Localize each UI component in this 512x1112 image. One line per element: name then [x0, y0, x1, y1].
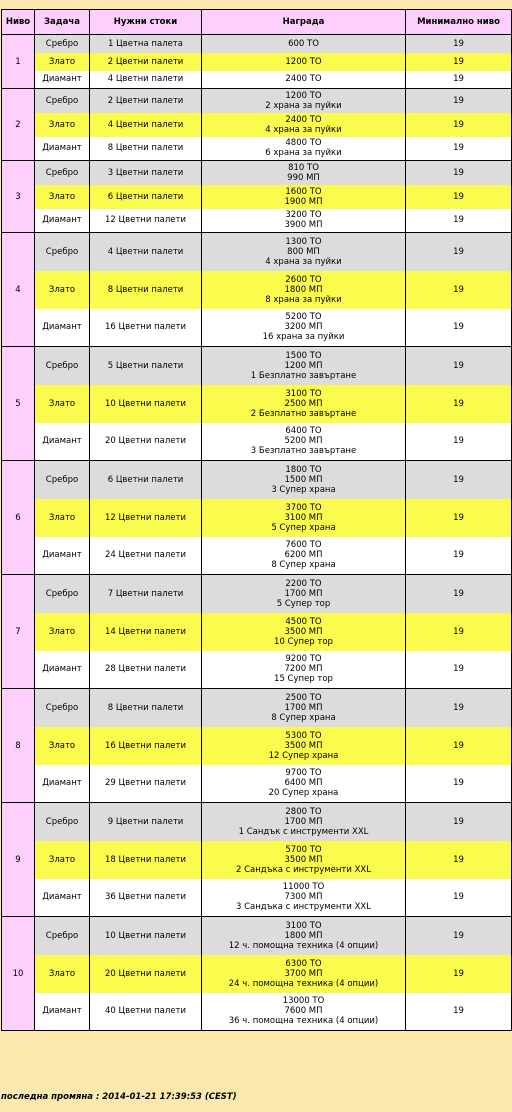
- reward-line: 1800 МП: [284, 930, 323, 941]
- min-level-cell: 19: [406, 765, 512, 803]
- min-level-cell: 19: [406, 71, 512, 89]
- quest-row: [2, 461, 512, 499]
- min-level-cell: 19: [406, 423, 512, 461]
- min-level-cell: 19: [406, 689, 512, 727]
- quest-row: [2, 993, 512, 1031]
- quest-row: [2, 271, 512, 309]
- min-level-cell: 19: [406, 651, 512, 689]
- reward-cell: [202, 917, 406, 955]
- reward-line: 990 МП: [287, 172, 320, 183]
- level-cell: 8: [2, 689, 35, 803]
- reward-line: 2500 МП: [284, 398, 323, 409]
- reward-line: 5300 ТО: [285, 730, 322, 741]
- goods-cell: 28 Цветни палети: [90, 651, 202, 689]
- reward-line: 5 Супер храна: [271, 522, 336, 533]
- reward-line: 3200 МП: [284, 322, 323, 333]
- reward-line: 24 ч. помощна техника (4 опции): [228, 978, 379, 989]
- reward-cell: [202, 689, 406, 727]
- goods-cell: 6 Цветни палети: [90, 185, 202, 209]
- goods-cell: 14 Цветни палети: [90, 613, 202, 651]
- reward-cell: [202, 89, 406, 113]
- reward-cell: [202, 137, 406, 161]
- min-level-cell: 19: [406, 233, 512, 271]
- reward-line: 1200 МП: [284, 360, 323, 371]
- task-cell: Сребро: [35, 35, 90, 53]
- task-cell: Сребро: [35, 803, 90, 841]
- reward-line: 1300 ТО: [285, 236, 322, 247]
- goods-cell: 12 Цветни палети: [90, 499, 202, 537]
- reward-cell: [202, 613, 406, 651]
- reward-line: 800 МП: [287, 246, 320, 257]
- goods-cell: 16 Цветни палети: [90, 309, 202, 347]
- reward-line: 10 Супер тор: [274, 636, 333, 647]
- reward-line: 7600 МП: [284, 1006, 323, 1017]
- task-cell: Сребро: [35, 575, 90, 613]
- goods-cell: 20 Цветни палети: [90, 955, 202, 993]
- reward-line: 1600 ТО: [285, 186, 322, 197]
- quest-row: [2, 185, 512, 209]
- reward-line: 3900 МП: [284, 220, 323, 231]
- task-cell: Злато: [35, 113, 90, 137]
- task-cell: Сребро: [35, 689, 90, 727]
- level-cell: 5: [2, 347, 35, 461]
- quest-row: [2, 35, 512, 53]
- reward-line: 2400 ТО: [285, 74, 322, 85]
- reward-line: 12 Супер храна: [268, 750, 339, 761]
- header-goods: Нужни стоки: [90, 10, 202, 35]
- task-cell: Сребро: [35, 233, 90, 271]
- reward-line: 5 Супер тор: [276, 598, 331, 609]
- reward-line: 6 храна за пуйки: [265, 148, 342, 159]
- task-cell: Сребро: [35, 89, 90, 113]
- min-level-cell: 19: [406, 271, 512, 309]
- reward-line: 9200 ТО: [285, 654, 322, 665]
- min-level-cell: 19: [406, 461, 512, 499]
- reward-line: 2200 ТО: [285, 578, 322, 589]
- task-cell: Диамант: [35, 209, 90, 233]
- reward-line: 1200 ТО: [285, 90, 322, 101]
- reward-line: 3100 ТО: [285, 388, 322, 399]
- task-cell: Злато: [35, 841, 90, 879]
- min-level-cell: 19: [406, 537, 512, 575]
- reward-line: 5200 ТО: [285, 312, 322, 323]
- reward-line: 5700 ТО: [285, 844, 322, 855]
- min-level-cell: 19: [406, 53, 512, 71]
- reward-line: 20 Супер храна: [268, 788, 339, 799]
- reward-line: 4500 ТО: [285, 616, 322, 627]
- goods-cell: 2 Цветни палети: [90, 89, 202, 113]
- reward-cell: [202, 955, 406, 993]
- task-cell: Диамант: [35, 423, 90, 461]
- goods-cell: 8 Цветни палети: [90, 137, 202, 161]
- min-level-cell: 19: [406, 35, 512, 53]
- reward-cell: [202, 185, 406, 209]
- task-cell: Диамант: [35, 993, 90, 1031]
- goods-cell: 4 Цветни палети: [90, 113, 202, 137]
- level-cell: 10: [2, 917, 35, 1031]
- reward-line: 1700 МП: [284, 588, 323, 599]
- min-level-cell: 19: [406, 161, 512, 185]
- quest-row: [2, 575, 512, 613]
- reward-line: 7300 МП: [284, 892, 323, 903]
- reward-cell: [202, 841, 406, 879]
- level-cell: 2: [2, 89, 35, 161]
- quest-row: [2, 161, 512, 185]
- reward-cell: [202, 161, 406, 185]
- level-cell: 4: [2, 233, 35, 347]
- task-cell: Злато: [35, 727, 90, 765]
- quest-row: [2, 233, 512, 271]
- quest-row: [2, 347, 512, 385]
- reward-line: 6400 МП: [284, 778, 323, 789]
- task-cell: Злато: [35, 613, 90, 651]
- reward-line: 600 ТО: [288, 38, 319, 49]
- min-level-cell: 19: [406, 185, 512, 209]
- reward-line: 4800 ТО: [285, 138, 322, 149]
- reward-line: 3500 МП: [284, 740, 323, 751]
- reward-line: 1500 ТО: [285, 350, 322, 361]
- reward-line: 3200 ТО: [285, 210, 322, 221]
- goods-cell: 10 Цветни палети: [90, 385, 202, 423]
- reward-line: 1800 ТО: [285, 464, 322, 475]
- goods-cell: 8 Цветни палети: [90, 271, 202, 309]
- task-cell: Злато: [35, 385, 90, 423]
- level-cell: 3: [2, 161, 35, 233]
- reward-line: 6200 МП: [284, 550, 323, 561]
- reward-line: 1700 МП: [284, 702, 323, 713]
- level-cell: 7: [2, 575, 35, 689]
- reward-line: 4 храна за пуйки: [265, 124, 342, 135]
- min-level-cell: 19: [406, 993, 512, 1031]
- last-modified: последна промяна : 2014-01-21 17:39:53 (CEST): [1, 1092, 237, 1102]
- task-cell: Злато: [35, 499, 90, 537]
- task-cell: Диамант: [35, 309, 90, 347]
- min-level-cell: 19: [406, 209, 512, 233]
- task-cell: Диамант: [35, 765, 90, 803]
- task-cell: Сребро: [35, 347, 90, 385]
- reward-line: 6300 ТО: [285, 958, 322, 969]
- reward-line: 15 Супер тор: [274, 674, 333, 685]
- task-cell: Диамант: [35, 137, 90, 161]
- reward-line: 4 храна за пуйки: [265, 256, 342, 267]
- reward-line: 2800 ТО: [285, 806, 322, 817]
- task-cell: Диамант: [35, 651, 90, 689]
- reward-line: 3500 МП: [284, 854, 323, 865]
- task-cell: Диамант: [35, 879, 90, 917]
- reward-cell: [202, 347, 406, 385]
- reward-line: 3100 МП: [284, 512, 323, 523]
- reward-line: 3700 ТО: [285, 502, 322, 513]
- goods-cell: 4 Цветни палети: [90, 233, 202, 271]
- reward-line: 9700 ТО: [285, 768, 322, 779]
- task-cell: Злато: [35, 185, 90, 209]
- quest-row: [2, 423, 512, 461]
- reward-cell: [202, 35, 406, 53]
- reward-cell: [202, 499, 406, 537]
- reward-cell: [202, 385, 406, 423]
- reward-line: 2 храна за пуйки: [265, 100, 342, 111]
- quest-row: [2, 309, 512, 347]
- quest-row: [2, 71, 512, 89]
- reward-line: 11000 ТО: [282, 882, 325, 893]
- reward-cell: [202, 71, 406, 89]
- reward-line: 2 Безплатно завъртане: [250, 408, 357, 419]
- reward-line: 36 ч. помощна техника (4 опции): [228, 1016, 379, 1027]
- goods-cell: 5 Цветни палети: [90, 347, 202, 385]
- min-level-cell: 19: [406, 917, 512, 955]
- reward-line: 5200 МП: [284, 436, 323, 447]
- min-level-cell: 19: [406, 575, 512, 613]
- reward-line: 2400 ТО: [285, 114, 322, 125]
- reward-cell: [202, 113, 406, 137]
- reward-line: 1 Сандък с инструменти XXL: [238, 826, 369, 837]
- task-cell: Злато: [35, 955, 90, 993]
- goods-cell: 8 Цветни палети: [90, 689, 202, 727]
- quest-row: [2, 137, 512, 161]
- reward-line: 810 ТО: [288, 162, 319, 173]
- reward-cell: [202, 765, 406, 803]
- reward-line: 3700 МП: [284, 968, 323, 979]
- reward-line: 2500 ТО: [285, 692, 322, 703]
- reward-line: 8 Супер храна: [271, 560, 336, 571]
- task-cell: Диамант: [35, 537, 90, 575]
- task-cell: Злато: [35, 271, 90, 309]
- header-min-level: Минимално ниво: [406, 10, 512, 35]
- task-cell: Диамант: [35, 71, 90, 89]
- min-level-cell: 19: [406, 841, 512, 879]
- reward-cell: [202, 233, 406, 271]
- header-reward: Награда: [202, 10, 406, 35]
- reward-cell: [202, 271, 406, 309]
- reward-line: 1200 ТО: [285, 56, 322, 67]
- task-cell: Сребро: [35, 917, 90, 955]
- quest-row: [2, 113, 512, 137]
- min-level-cell: 19: [406, 499, 512, 537]
- reward-line: 3100 ТО: [285, 920, 322, 931]
- goods-cell: 2 Цветни палети: [90, 53, 202, 71]
- reward-line: 1700 МП: [284, 816, 323, 827]
- reward-cell: [202, 309, 406, 347]
- goods-cell: 40 Цветни палети: [90, 993, 202, 1031]
- goods-cell: 6 Цветни палети: [90, 461, 202, 499]
- quest-row: [2, 765, 512, 803]
- reward-cell: [202, 727, 406, 765]
- quest-table-body: [2, 35, 512, 1031]
- reward-cell: [202, 993, 406, 1031]
- quest-row: [2, 879, 512, 917]
- reward-line: 3 Безплатно завъртане: [250, 446, 357, 457]
- goods-cell: 7 Цветни палети: [90, 575, 202, 613]
- task-cell: Злато: [35, 53, 90, 71]
- reward-line: 1900 МП: [284, 196, 323, 207]
- reward-line: 2600 ТО: [285, 274, 322, 285]
- reward-cell: [202, 209, 406, 233]
- quest-row: [2, 53, 512, 71]
- min-level-cell: 19: [406, 89, 512, 113]
- reward-line: 13000 ТО: [282, 996, 325, 1007]
- reward-line: 6400 ТО: [285, 426, 322, 437]
- min-level-cell: 19: [406, 955, 512, 993]
- reward-cell: [202, 461, 406, 499]
- quest-row: [2, 955, 512, 993]
- reward-cell: [202, 879, 406, 917]
- min-level-cell: 19: [406, 113, 512, 137]
- goods-cell: 16 Цветни палети: [90, 727, 202, 765]
- reward-cell: [202, 651, 406, 689]
- quest-row: [2, 499, 512, 537]
- reward-line: 7200 МП: [284, 664, 323, 675]
- min-level-cell: 19: [406, 309, 512, 347]
- quest-row: [2, 841, 512, 879]
- quest-row: [2, 385, 512, 423]
- reward-line: 3 Сандъка с инструменти XXL: [235, 902, 371, 913]
- quest-table: [1, 9, 512, 1031]
- goods-cell: 36 Цветни палети: [90, 879, 202, 917]
- level-cell: 6: [2, 461, 35, 575]
- quest-row: [2, 651, 512, 689]
- goods-cell: 4 Цветни палети: [90, 71, 202, 89]
- min-level-cell: 19: [406, 347, 512, 385]
- reward-line: 7600 ТО: [285, 540, 322, 551]
- quest-row: [2, 803, 512, 841]
- goods-cell: 9 Цветни палети: [90, 803, 202, 841]
- reward-cell: [202, 423, 406, 461]
- quest-row: [2, 209, 512, 233]
- reward-line: 1500 МП: [284, 474, 323, 485]
- reward-cell: [202, 803, 406, 841]
- min-level-cell: 19: [406, 879, 512, 917]
- min-level-cell: 19: [406, 727, 512, 765]
- task-cell: Сребро: [35, 161, 90, 185]
- reward-line: 16 храна за пуйки: [262, 332, 345, 343]
- reward-line: 3500 МП: [284, 626, 323, 637]
- reward-cell: [202, 53, 406, 71]
- reward-line: 8 Супер храна: [271, 712, 336, 723]
- reward-line: 1 Безплатно завъртане: [250, 370, 357, 381]
- min-level-cell: 19: [406, 385, 512, 423]
- goods-cell: 20 Цветни палети: [90, 423, 202, 461]
- level-cell: 1: [2, 35, 35, 89]
- reward-line: 3 Супер храна: [271, 484, 336, 495]
- header-row: [2, 10, 512, 35]
- goods-cell: 18 Цветни палети: [90, 841, 202, 879]
- level-cell: 9: [2, 803, 35, 917]
- reward-line: 2 Сандъка с инструменти XXL: [235, 864, 371, 875]
- min-level-cell: 19: [406, 613, 512, 651]
- min-level-cell: 19: [406, 137, 512, 161]
- goods-cell: 3 Цветни палети: [90, 161, 202, 185]
- quest-row: [2, 89, 512, 113]
- reward-cell: [202, 537, 406, 575]
- goods-cell: 29 Цветни палети: [90, 765, 202, 803]
- reward-line: 8 храна за пуйки: [265, 294, 342, 305]
- header-level: Ниво: [2, 10, 35, 35]
- goods-cell: 24 Цветни палети: [90, 537, 202, 575]
- quest-row: [2, 537, 512, 575]
- reward-line: 1800 МП: [284, 284, 323, 295]
- quest-row: [2, 689, 512, 727]
- reward-line: 12 ч. помощна техника (4 опции): [228, 940, 379, 951]
- quest-row: [2, 917, 512, 955]
- header-task: Задача: [35, 10, 90, 35]
- quest-row: [2, 727, 512, 765]
- goods-cell: 10 Цветни палети: [90, 917, 202, 955]
- quest-row: [2, 613, 512, 651]
- goods-cell: 1 Цветна палета: [90, 35, 202, 53]
- reward-cell: [202, 575, 406, 613]
- task-cell: Сребро: [35, 461, 90, 499]
- goods-cell: 12 Цветни палети: [90, 209, 202, 233]
- min-level-cell: 19: [406, 803, 512, 841]
